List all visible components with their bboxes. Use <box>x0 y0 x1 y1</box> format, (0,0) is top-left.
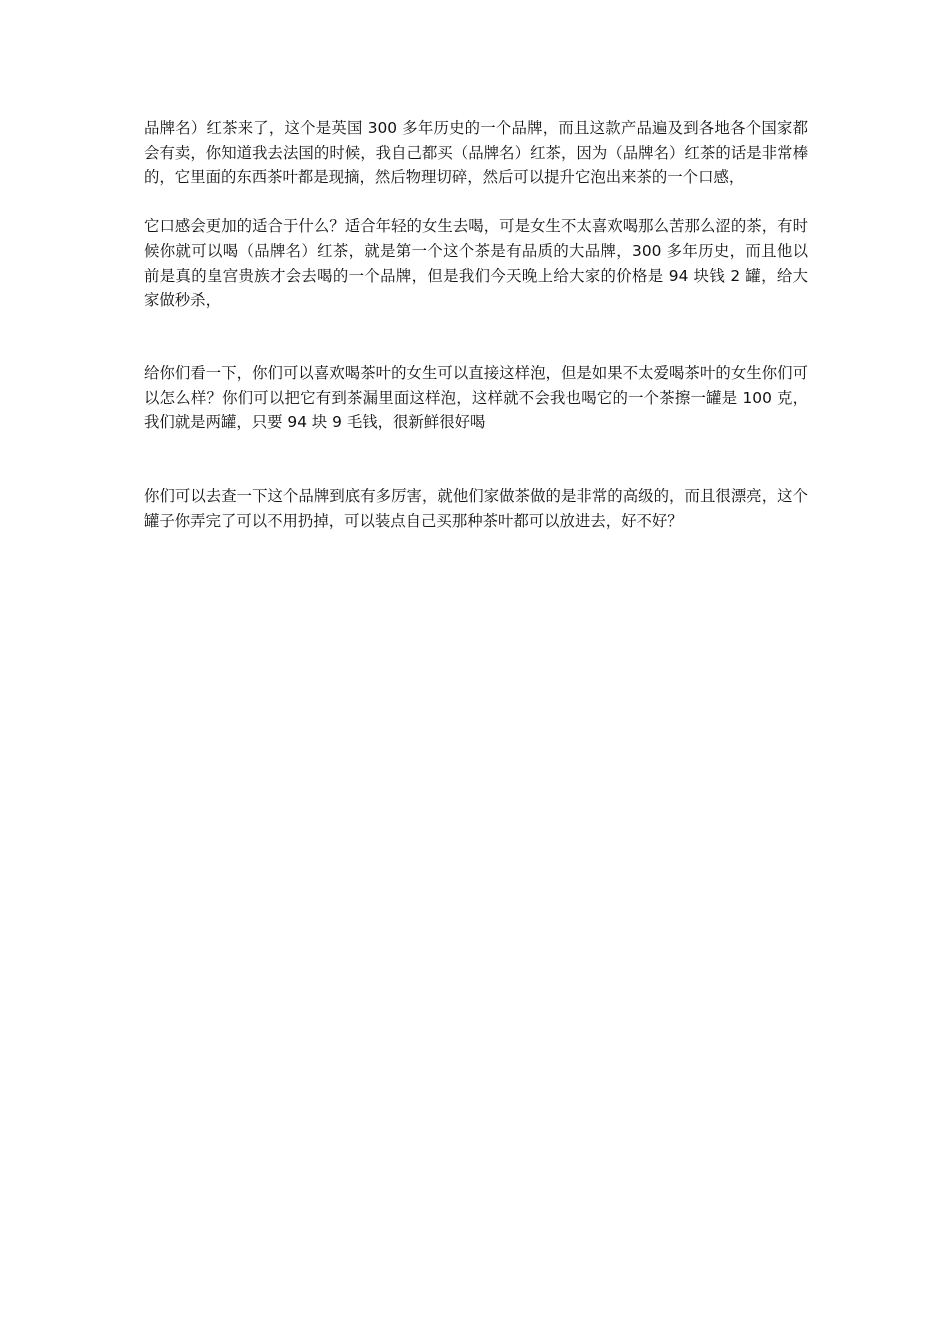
paragraph-4: 你们可以去查一下这个品牌到底有多厉害，就他们家做茶做的是非常的高级的，而且很漂亮，这个罐子你弄完了可以不用扔掉，可以装点自己买那种茶叶都可以放进去，好不好？ <box>144 487 808 530</box>
paragraph-1: 品牌名）红茶来了，这个是英国 300 多年历史的一个品牌，而且这款产品遍及到各地各个国家都会有卖，你知道我去法国的时候，我自己都买（品牌名）红茶，因为（品牌名）红茶的话是非常棒的，它里面的东西茶叶都是现摘，然后物理切碎，然后可以提升它泡出来茶的一个口感， <box>144 119 808 187</box>
document-body <box>144 116 808 533</box>
paragraph-2: 它口感会更加的适合于什么？适合年轻的女生去喝，可是女生不太喜欢喝那么苦那么涩的茶，有时候你就可以喝（品牌名）红茶，就是第一个这个茶是有品质的大品牌，300 多年历史，而且他以前是真的皇宫贵族才会去喝的一个品牌，但是我们今天晚上给大家的价格是 94 块钱 2 罐，给大家做秒杀， <box>144 217 808 310</box>
paragraph-3: 给你们看一下，你们可以喜欢喝茶叶的女生可以直接这样泡，但是如果不太爱喝茶叶的女生你们可以怎么样？你们可以把它有到茶漏里面这样泡，这样就不会我也喝它的一个茶擦一罐是 100 克，我们就是两罐，只要 94 块 9 毛钱，很新鲜很好喝 <box>144 363 808 432</box>
